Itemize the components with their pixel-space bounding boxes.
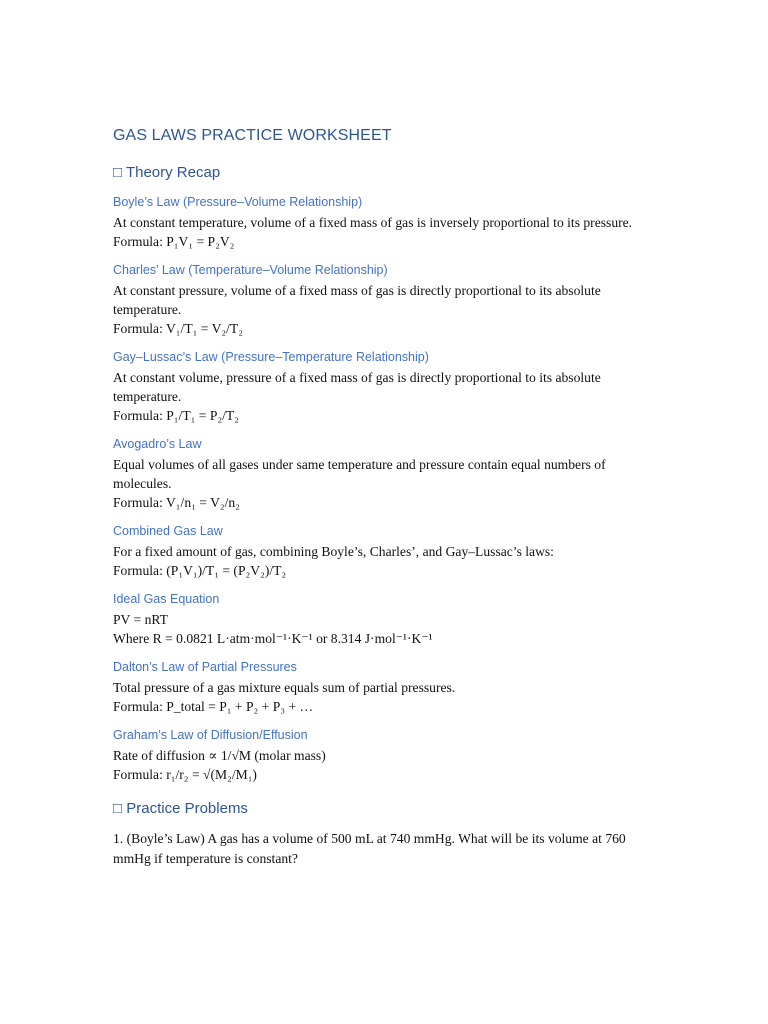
section-text: At constant volume, pressure of a fixed mass of gas is directly proportional to its absolute temperature. xyxy=(113,370,601,404)
section-heading: Gay–Lussac’s Law (Pressure–Temperature Relationship) xyxy=(113,350,429,364)
section-heading: Graham’s Law of Diffusion/Effusion xyxy=(113,728,308,742)
section-boyles-law xyxy=(113,193,658,251)
section-formula: Formula: r₁/r₂ = √(M₂/M₁) xyxy=(113,767,257,782)
section-formula: Where R = 0.0821 L·atm·mol⁻¹·K⁻¹ or 8.314 J·mol⁻¹·K⁻¹ xyxy=(113,631,433,646)
section-text: At constant pressure, volume of a fixed mass of gas is directly proportional to its absolute temperature. xyxy=(113,283,601,317)
section-combined-gas-law xyxy=(113,522,658,580)
section-text: Equal volumes of all gases under same temperature and pressure contain equal numbers of molecules. xyxy=(113,457,606,491)
theory-heading: □ Theory Recap xyxy=(113,164,221,181)
section-gay-lussac-law xyxy=(113,348,658,425)
section-charles-law xyxy=(113,261,658,338)
document-page xyxy=(113,124,658,869)
section-grahams-law xyxy=(113,726,658,784)
section-heading: Ideal Gas Equation xyxy=(113,592,220,606)
section-heading: Dalton’s Law of Partial Pressures xyxy=(113,660,297,674)
section-heading: Boyle’s Law (Pressure–Volume Relationship) xyxy=(113,195,363,209)
section-text: Total pressure of a gas mixture equals sum of partial pressures. xyxy=(113,680,456,695)
practice-problem: 1. (Boyle’s Law) A gas has a volume of 500 mL at 740 mmHg. What will be its volume at 760 mmHg if temperature is constant? xyxy=(113,831,626,866)
section-formula: Formula: P₁/T₁ = P₂/T₂ xyxy=(113,408,239,423)
section-daltons-law xyxy=(113,658,658,716)
section-text: Rate of diffusion ∝ 1/√M (molar mass) xyxy=(113,748,326,763)
section-text: PV = nRT xyxy=(113,612,168,627)
section-heading: Charles’ Law (Temperature–Volume Relationship) xyxy=(113,263,388,277)
practice-heading: □ Practice Problems xyxy=(113,800,248,817)
section-text: For a fixed amount of gas, combining Boyle’s, Charles’, and Gay–Lussac’s laws: xyxy=(113,544,554,559)
section-formula: Formula: P_total = P₁ + P₂ + P₃ + … xyxy=(113,699,314,714)
section-formula: Formula: V₁/T₁ = V₂/T₂ xyxy=(113,321,243,336)
section-formula: Formula: (P₁V₁)/T₁ = (P₂V₂)/T₂ xyxy=(113,563,287,578)
section-formula: Formula: V₁/n₁ = V₂/n₂ xyxy=(113,495,240,510)
section-formula: Formula: P₁V₁ = P₂V₂ xyxy=(113,234,235,249)
section-text: At constant temperature, volume of a fixed mass of gas is inversely proportional to its pressure. xyxy=(113,215,633,230)
page-title: GAS LAWS PRACTICE WORKSHEET xyxy=(113,127,392,144)
section-heading: Combined Gas Law xyxy=(113,524,223,538)
section-ideal-gas-equation xyxy=(113,590,658,648)
section-heading: Avogadro’s Law xyxy=(113,437,202,451)
section-avogadro-law xyxy=(113,435,658,512)
